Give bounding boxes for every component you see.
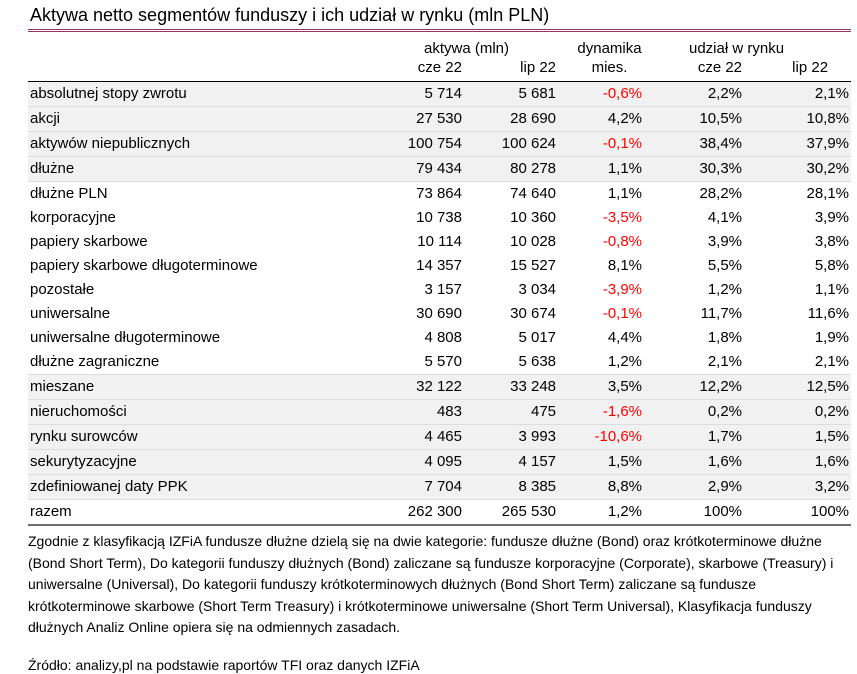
- udzial-cze22-value: 12,2%: [644, 375, 744, 400]
- segment-label: dłużne PLN: [30, 185, 108, 202]
- table-body: [28, 82, 851, 526]
- dynamika-mies-value: 8,8%: [558, 475, 644, 500]
- udzial-lip22-value: 10,8%: [744, 107, 851, 132]
- dynamika-mies-value: 1,2%: [558, 500, 644, 526]
- udzial-cze22-value: 2,2%: [644, 82, 744, 107]
- aktywa-lip22-value: 3 993: [464, 425, 558, 450]
- aktywa-cze22-value: 5 570: [424, 353, 462, 370]
- udzial-lip22-value: 2,1%: [814, 353, 850, 370]
- aktywa-lip22-value: 10 360: [510, 209, 557, 226]
- aktywa-lip22-value: 8 385: [464, 475, 558, 500]
- segment-label: aktywów niepublicznych: [28, 132, 375, 157]
- udzial-cze22-value: 28,2%: [699, 185, 743, 202]
- table-row: [28, 82, 851, 107]
- udzial-cze22-value: 1,7%: [644, 425, 744, 450]
- aktywa-lip22-value: 5 681: [464, 82, 558, 107]
- segment-label: mieszane: [28, 375, 375, 400]
- segment-label: akcji: [28, 107, 375, 132]
- dynamika-mies-value: 8,1%: [607, 257, 643, 274]
- dynamika-mies-value: 4,2%: [558, 107, 644, 132]
- table-row: [28, 107, 851, 132]
- udzial-lip22-value: 1,6%: [744, 450, 851, 475]
- group-header-row: [28, 32, 851, 58]
- segment-label: papiery skarbowe długoterminowe: [30, 257, 258, 274]
- segment-label: dłużne zagraniczne: [30, 353, 160, 370]
- blank-header-cell: [28, 58, 375, 82]
- aktywa-cze22-value: 7 704: [375, 475, 464, 500]
- udzial-group-header: udział w rynku: [689, 40, 785, 57]
- aktywa-cze22-value: 3 157: [424, 281, 462, 298]
- aktywa-cze22-header: cze 22: [375, 58, 464, 82]
- dynamika-mies-value: -10,6%: [558, 425, 644, 450]
- dynamika-mies-value: -0,1%: [602, 305, 643, 322]
- udzial-cze22-value: 2,9%: [644, 475, 744, 500]
- dynamika-mies-value: -0,8%: [602, 233, 643, 250]
- aktywa-cze22-value: 100 754: [375, 132, 464, 157]
- segment-label: rynku surowców: [28, 425, 375, 450]
- dynamika-mies-value: 1,1%: [558, 157, 644, 182]
- aktywa-cze22-value: 27 530: [375, 107, 464, 132]
- udzial-cze22-value: 4,1%: [707, 209, 743, 226]
- dynamika-mies-header: mies.: [558, 58, 644, 82]
- aktywa-lip22-value: 3 034: [518, 281, 557, 298]
- udzial-cze22-value: 30,3%: [644, 157, 744, 182]
- dynamika-group-header: dynamika: [577, 40, 642, 57]
- segment-label: papiery skarbowe: [30, 233, 148, 250]
- aktywa-cze22-value: 5 714: [375, 82, 464, 107]
- dynamika-mies-value: -3,9%: [602, 281, 643, 298]
- dynamika-mies-value: -0,6%: [558, 82, 644, 107]
- aktywa-lip22-value: 265 530: [464, 500, 558, 526]
- aktywa-cze22-value: 483: [375, 400, 464, 425]
- aktywa-lip22-value: 33 248: [464, 375, 558, 400]
- udzial-lip22-value: 3,2%: [744, 475, 851, 500]
- dynamika-mies-value: 1,1%: [607, 185, 643, 202]
- udzial-lip22-value: 1,5%: [744, 425, 851, 450]
- dynamika-mies-value: -1,6%: [558, 400, 644, 425]
- udzial-lip22-header: lip 22: [744, 58, 851, 82]
- table-row: [28, 182, 851, 207]
- udzial-cze22-header: cze 22: [644, 58, 744, 82]
- funds-table: [28, 32, 851, 526]
- table-row: [28, 157, 851, 182]
- page-title: Aktywa netto segmentów funduszy i ich udział w rynku (mln PLN): [28, 3, 851, 32]
- udzial-cze22-value: 100%: [644, 500, 744, 526]
- segment-label: pozostałe: [30, 281, 95, 298]
- segment-label: uniwersalne długoterminowe: [30, 329, 221, 346]
- aktywa-cze22-value: 32 122: [375, 375, 464, 400]
- table-row: [28, 375, 851, 400]
- udzial-cze22-value: 10,5%: [644, 107, 744, 132]
- dynamika-mies-value: -3,5%: [602, 209, 643, 226]
- aktywa-lip22-value: 5 017: [518, 329, 557, 346]
- dynamika-mies-value: 1,5%: [558, 450, 644, 475]
- aktywa-lip22-value: 10 028: [510, 233, 557, 250]
- udzial-cze22-value: 1,6%: [644, 450, 744, 475]
- aktywa-lip22-value: 4 157: [464, 450, 558, 475]
- udzial-cze22-value: 5,5%: [707, 257, 743, 274]
- aktywa-lip22-value: 28 690: [464, 107, 558, 132]
- table-row: [28, 350, 851, 375]
- aktywa-cze22-value: 4 465: [375, 425, 464, 450]
- aktywa-group-header: aktywa (mln): [424, 40, 510, 57]
- segment-label: uniwersalne: [30, 305, 111, 322]
- table-row: [28, 254, 851, 278]
- aktywa-lip22-value: 100 624: [464, 132, 558, 157]
- table-row: [28, 206, 851, 230]
- classification-footnote: Zgodnie z klasyfikacją IZFiA fundusze dłużne dzielą się na dwie kategorie: fundusze dłużne (Bond) oraz krótkoterminowe dłużne (Bond Short Term), Do kategorii funduszy dłużnych (Bond) zaliczane są fundusze korporacyjne (Corporate), skarbowe (Treasury) i uniwersalne (Universal), Do kategorii funduszy krótkoterminowych dłużnych (Bond Short Term) zaliczane są fundusze krótkoterminowe skarbowe (Short Term Treasury) i krótkoterminowe uniwersalne (Short Term Universal), Klasyfikacja funduszy dłużnych Analiz Online opiera się na odmiennych zasadach.: [28, 533, 834, 635]
- udzial-lip22-value: 3,8%: [814, 233, 850, 250]
- udzial-lip22-value: 1,1%: [814, 281, 850, 298]
- aktywa-lip22-value: 475: [464, 400, 558, 425]
- udzial-cze22-value: 3,9%: [707, 233, 743, 250]
- aktywa-lip22-value: 74 640: [510, 185, 557, 202]
- segment-label: razem: [28, 500, 375, 526]
- table-row: [28, 132, 851, 157]
- dynamika-mies-value: 4,4%: [607, 329, 643, 346]
- table-row: [28, 278, 851, 302]
- segment-label: korporacyjne: [30, 209, 116, 226]
- table-row: [28, 475, 851, 500]
- dynamika-mies-value: 1,2%: [607, 353, 643, 370]
- udzial-lip22-value: 37,9%: [744, 132, 851, 157]
- udzial-cze22-value: 2,1%: [707, 353, 743, 370]
- segment-label: sekurytyzacyjne: [28, 450, 375, 475]
- aktywa-lip22-value: 5 638: [518, 353, 557, 370]
- total-row: [28, 500, 851, 526]
- aktywa-cze22-value: 262 300: [375, 500, 464, 526]
- dynamika-mies-value: -0,1%: [558, 132, 644, 157]
- segment-label: dłużne: [28, 157, 375, 182]
- udzial-cze22-value: 0,2%: [644, 400, 744, 425]
- aktywa-cze22-value: 73 864: [416, 185, 462, 202]
- aktywa-cze22-value: 4 095: [375, 450, 464, 475]
- sub-header-row: [28, 58, 851, 82]
- aktywa-lip22-value: 15 527: [510, 257, 557, 274]
- udzial-cze22-value: 1,2%: [707, 281, 743, 298]
- udzial-cze22-value: 11,7%: [700, 305, 743, 322]
- udzial-lip22-value: 12,5%: [744, 375, 851, 400]
- dynamika-mies-value: 3,5%: [558, 375, 644, 400]
- udzial-lip22-value: 1,9%: [814, 329, 850, 346]
- table-header: [28, 32, 851, 82]
- aktywa-cze22-value: 10 738: [416, 209, 462, 226]
- aktywa-cze22-value: 79 434: [375, 157, 464, 182]
- table-row: [28, 326, 851, 350]
- udzial-lip22-value: 2,1%: [744, 82, 851, 107]
- udzial-lip22-value: 30,2%: [744, 157, 851, 182]
- udzial-lip22-value: 5,8%: [814, 257, 850, 274]
- segment-label: zdefiniowanej daty PPK: [28, 475, 375, 500]
- segment-label: nieruchomości: [28, 400, 375, 425]
- udzial-lip22-value: 28,1%: [806, 185, 850, 202]
- udzial-cze22-value: 38,4%: [644, 132, 744, 157]
- aktywa-cze22-value: 4 808: [424, 329, 462, 346]
- table-row: [28, 450, 851, 475]
- aktywa-cze22-value: 14 357: [416, 257, 462, 274]
- aktywa-lip22-value: 30 674: [510, 305, 557, 322]
- udzial-lip22-value: 0,2%: [744, 400, 851, 425]
- table-row: [28, 400, 851, 425]
- udzial-lip22-value: 3,9%: [814, 209, 850, 226]
- table-row: [28, 230, 851, 254]
- udzial-cze22-value: 1,8%: [707, 329, 743, 346]
- aktywa-lip22-value: 80 278: [464, 157, 558, 182]
- blank-header-cell: [28, 32, 375, 58]
- table-row: [28, 425, 851, 450]
- aktywa-cze22-value: 30 690: [416, 305, 462, 322]
- udzial-lip22-value: 100%: [744, 500, 851, 526]
- source-note: Źródło: analizy,pl na podstawie raportów TFI oraz danych IZFiA: [28, 656, 420, 673]
- table-row: [28, 302, 851, 326]
- segment-label: absolutnej stopy zwrotu: [28, 82, 375, 107]
- udzial-lip22-value: 11,6%: [807, 305, 850, 322]
- aktywa-cze22-value: 10 114: [417, 233, 462, 250]
- aktywa-lip22-header: lip 22: [464, 58, 558, 82]
